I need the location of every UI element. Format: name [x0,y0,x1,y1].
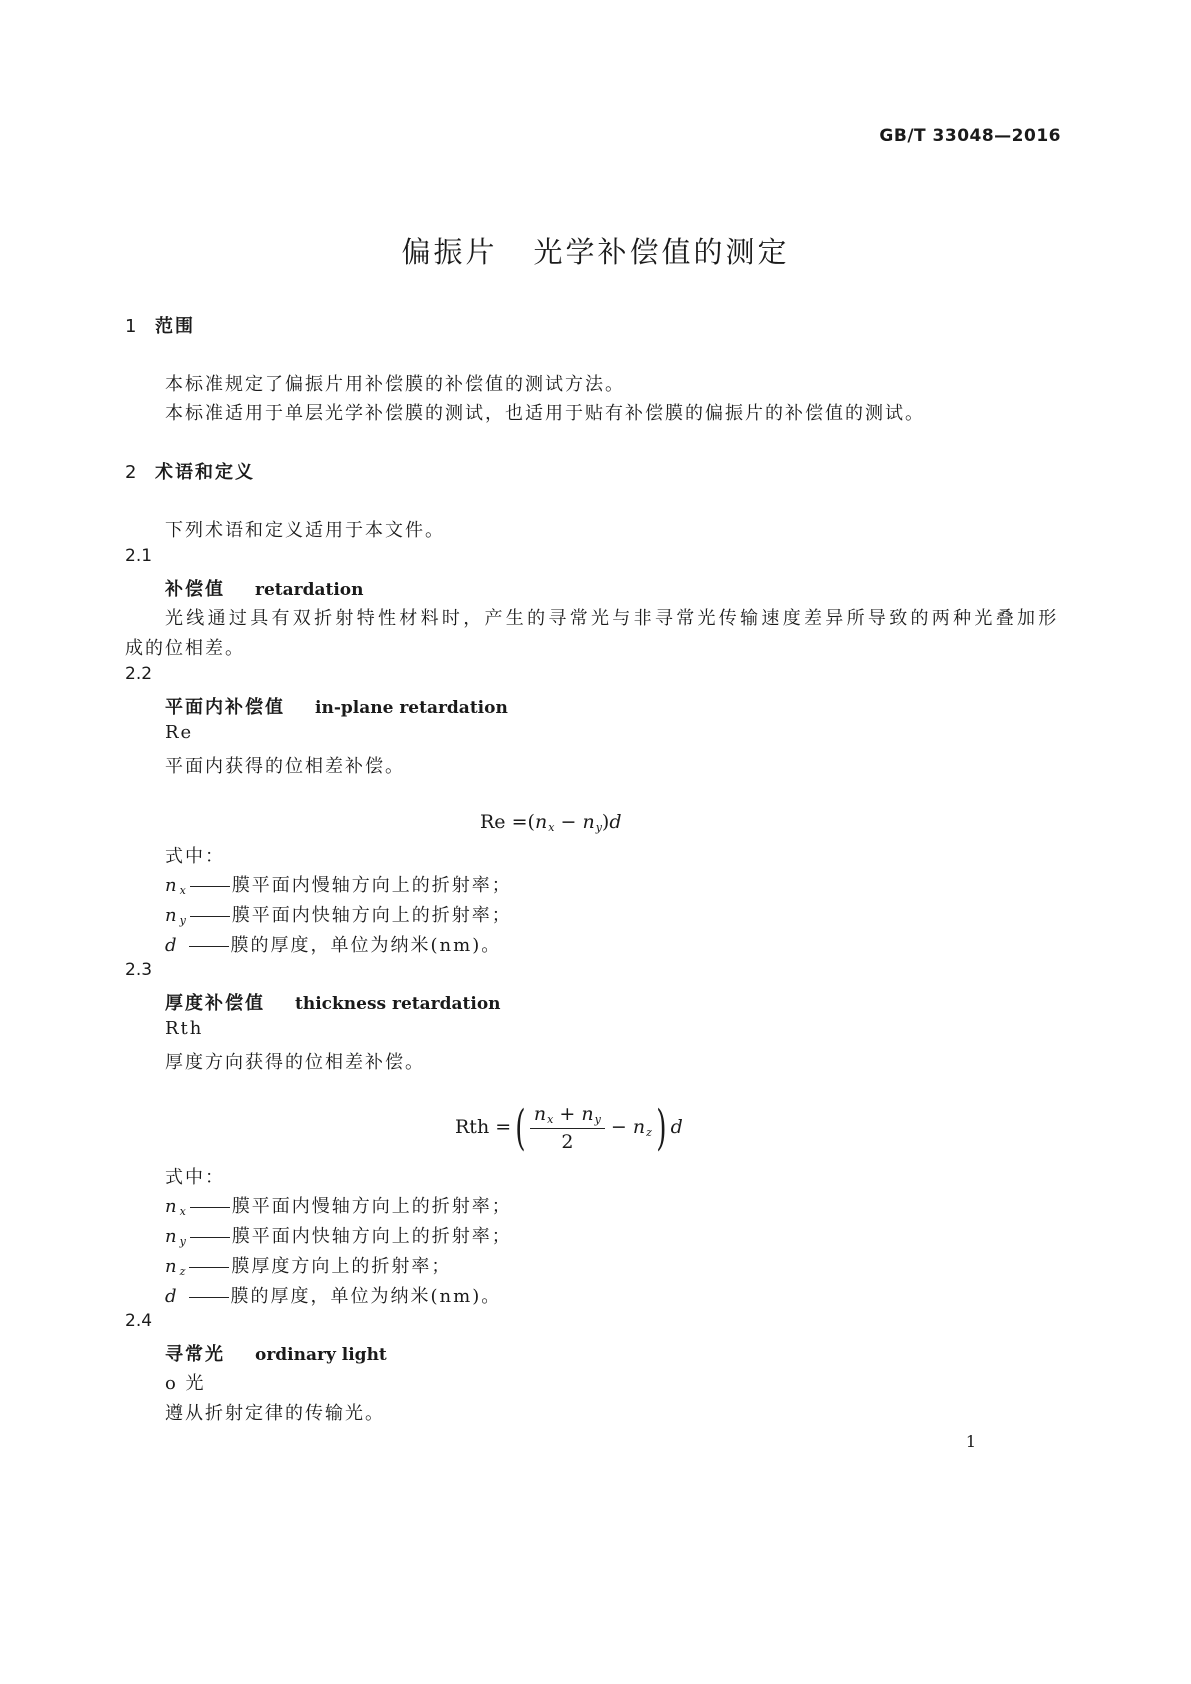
section-2-number: 2 [125,462,137,483]
standard-code: GB/T 33048—2016 [879,126,1061,146]
term-2-3-number: 2.3 [125,960,153,980]
term-2-4-definition: 遵从折射定律的传输光。 [165,1403,385,1424]
term-2-3-cn: 厚度补偿值 [165,993,265,1014]
term-2-1-definition-line-2: 成的位相差。 [125,638,245,659]
formula-re-lhs: Re [480,811,506,833]
formula-rth-fraction: $\frac{n_x + n_y}{2}$ [530,1103,605,1153]
formula-re-sub-x: x [548,821,555,834]
formula-rth-d: d [670,1116,683,1138]
title-part-1: 偏振片 [401,235,498,269]
formula-re-minus: − [560,811,577,833]
term-2-1-heading [165,575,364,601]
term-2-2-heading [165,693,508,719]
term-2-2-where: 式中： [165,846,225,867]
term-2-3-symbol: Rth [165,1018,204,1039]
formula-re-n1: n [534,811,548,833]
title-part-2: 光学补偿值的测定 [533,235,790,269]
term-2-3-var-nx: $n_x$ 膜平面内慢轴方向上的折射率； [165,1196,512,1218]
section-2-heading [125,458,255,484]
formula-rth-nz: n [632,1116,646,1138]
formula-re-sub-y: y [595,821,602,834]
formula-rth-minus: − [610,1116,627,1138]
term-2-2-symbol: Re [165,722,194,743]
term-2-3-var-d: d 膜的厚度，单位为纳米(nm)。 [165,1286,502,1307]
term-2-1-cn: 补偿值 [165,579,225,600]
formula-re-d: d [609,811,622,833]
formula-re-n2: n [582,811,595,833]
formula-re-lparen: ( [527,811,535,833]
term-2-2-var-nx: $n_x$ 膜平面内慢轴方向上的折射率； [165,875,512,897]
term-2-3-heading [165,989,501,1015]
term-2-4-number: 2.4 [125,1311,153,1331]
terms-intro: 下列术语和定义适用于本文件。 [165,520,445,541]
term-2-3-definition: 厚度方向获得的位相差补偿。 [165,1052,425,1073]
term-2-4-cn: 寻常光 [165,1344,225,1365]
formula-rth-sub-z: z [646,1126,652,1139]
scope-paragraph-2: 本标准适用于单层光学补偿膜的测试，也适用于贴有补偿膜的偏振片的补偿值的测试。 [165,403,925,424]
section-2-title: 术语和定义 [155,462,255,483]
term-2-3-var-ny: $n_y$ 膜平面内快轴方向上的折射率； [165,1226,512,1248]
term-2-3-en: thickness retardation [295,994,501,1014]
term-2-1-definition-line-1: 光线通过具有双折射特性材料时，产生的寻常光与非寻常光传输速度差异所导致的两种光叠加形 [165,608,1060,629]
term-2-1-en: retardation [255,580,364,600]
term-2-4-en: ordinary light [255,1345,387,1365]
formula-re-equals: = [511,811,528,833]
section-1-heading [125,312,195,338]
formula-re-rparen: ) [601,811,610,833]
term-2-2-en: in-plane retardation [315,698,508,718]
scope-paragraph-1: 本标准规定了偏振片用补偿膜的补偿值的测试方法。 [165,374,625,395]
document-title [0,230,1191,271]
formula-rth-equals: = [495,1116,512,1138]
term-2-2-var-d: d 膜的厚度，单位为纳米(nm)。 [165,935,502,956]
term-2-2-var-ny: $n_y$ 膜平面内快轴方向上的折射率； [165,905,512,927]
formula-re [480,811,622,834]
formula-rth-lhs: Rth [455,1116,490,1138]
term-2-2-number: 2.2 [125,664,153,684]
term-2-2-cn: 平面内补偿值 [165,697,285,718]
term-2-4-heading [165,1340,387,1366]
page-number: 1 [965,1432,976,1451]
section-1-title: 范围 [155,316,195,337]
term-2-2-definition: 平面内获得的位相差补偿。 [165,756,405,777]
section-1-number: 1 [125,316,137,337]
term-2-3-var-nz: $n_z$ 膜厚度方向上的折射率； [165,1256,452,1278]
term-2-3-where: 式中： [165,1167,225,1188]
formula-rth: Rth =( $\frac{n_x + n_y}{2}$ − $n_z$) d [455,1100,683,1156]
term-2-1-number: 2.1 [125,546,153,566]
term-2-4-symbol: o 光 [165,1373,206,1394]
